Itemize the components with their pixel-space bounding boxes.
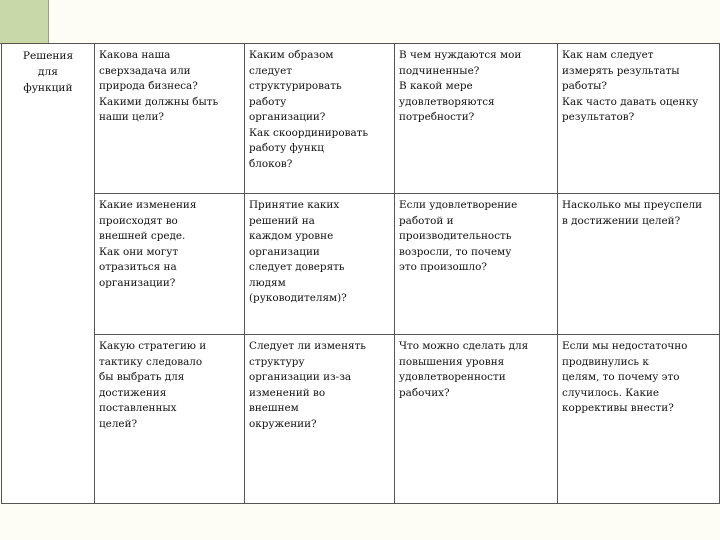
cell-text: Насколько мы преуспели в достижении целей? (562, 199, 703, 227)
table-cell (395, 335, 558, 504)
cell-text: Какова наша сверхзадача или природа бизнеса? Какими должны быть наши цели? (99, 49, 219, 123)
table-cell (95, 335, 245, 504)
table-row (2, 44, 720, 194)
table-row (2, 335, 720, 504)
header-divider-vertical (48, 0, 49, 43)
cell-text: Какую стратегию и тактику следовало бы выбрать для достижения поставленных целей? (99, 340, 207, 430)
table-cell (95, 44, 245, 194)
cell-text: В чем нуждаются мои подчиненные? В какой мере удовлетворяются потребности? (399, 49, 522, 123)
cell-text: Следует ли изменять структуру организации из-за изменений во внешнем окружении? (249, 340, 366, 430)
cell-text: Какие изменения происходят во внешней среде. Как они могут отразиться на организации? (99, 199, 197, 289)
table-cell (95, 194, 245, 335)
table-cell (558, 335, 720, 504)
cell-text: Что можно сделать для повышения уровня удовлетворенности рабочих? (399, 340, 529, 399)
table-cell (558, 44, 720, 194)
corner-accent-block (0, 0, 48, 43)
cell-text: Если мы недостаточно продвинулись к целям, то почему это случилось. Какие коррективы внести? (562, 340, 688, 414)
table-cell (245, 44, 395, 194)
cell-text: Как нам следует измерять результаты работы? Как часто давать оценку результатов? (562, 49, 699, 123)
table-cell (558, 194, 720, 335)
cell-text: Если удовлетворение работой и производительность возросли, то почему это произошло? (399, 199, 518, 273)
cell-text: Каким образом следует структурировать работу организации? Как скоординировать работу функц блоков? (249, 49, 369, 170)
decision-matrix-table (1, 43, 720, 504)
cell-text: Принятие каких решений на каждом уровне организации следует доверять людям (руководителям)? (249, 199, 347, 304)
table-cell (245, 194, 395, 335)
row-label-text: Решения для функций (22, 50, 74, 94)
row-label-cell (2, 44, 95, 504)
table-cell (245, 335, 395, 504)
table-row (2, 194, 720, 335)
table-cell (395, 44, 558, 194)
table-cell (395, 194, 558, 335)
